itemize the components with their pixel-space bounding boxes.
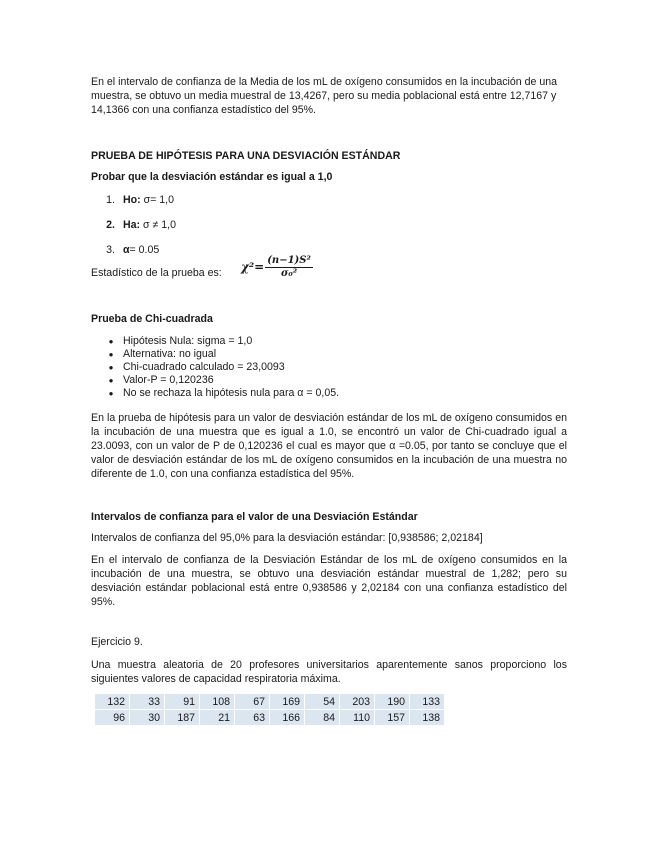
- list-item: ● Hipótesis Nula: sigma = 1,0: [108, 335, 253, 347]
- section-title-ci-sd: Intervalos de confianza para el valor de una Desviación Estándar: [91, 511, 418, 523]
- step-ha: 2. Ha: σ ≠ 1,0: [106, 219, 176, 231]
- table-row: [95, 694, 444, 709]
- table-cell: 67: [235, 694, 269, 709]
- table-cell: 187: [165, 710, 199, 725]
- list-item: ● Chi-cuadrado calculado = 23,0093: [108, 361, 285, 373]
- subheading-test: Probar que la desviación estándar es igual a 1,0: [91, 171, 333, 183]
- step-alpha: 3. α= 0.05: [106, 244, 160, 256]
- table-cell: 91: [165, 694, 199, 709]
- paragraph-chi-conclusion: En la prueba de hipótesis para un valor de desviación estándar de los mL de oxígeno consumidos en la incubación de una muestra que es igual a 1.0, se encontró un valor de Chi-cuadrado igual a 23.0093, con un valor de P de 0,120236 el cual es mayor que α =0.05, por tanto se concluye que el valor de desviación estándar de los mL de oxígeno consumidos en la incubación de una muestra no diferente de 1.0, con una confianza estadística del 95%.: [91, 412, 567, 480]
- table-cell: 110: [340, 710, 374, 725]
- table-cell: 132: [95, 694, 129, 709]
- step-ho: 1. Ho: σ= 1,0: [106, 194, 175, 206]
- table-cell: 157: [375, 710, 409, 725]
- chi-title: Prueba de Chi-cuadrada: [91, 313, 213, 325]
- paragraph-media-ci: En el intervalo de confianza de la Media de los mL de oxígeno consumidos en la incubación de una muestra, se obtuvo un media muestral de 13,4267, pero su media poblacional está entre 12,7167 y 14,1366 con una confianza estadístico del 95%.: [91, 76, 558, 116]
- paragraph-exercise: Una muestra aleatoria de 20 profesores universitarios aparentemente sanos proporciono los siguientes valores de capacidad respiratoria máxima.: [91, 659, 567, 685]
- list-item: ● Valor-P = 0,120236: [108, 374, 214, 386]
- paragraph-sd-ci: En el intervalo de confianza de la Desviación Estándar de los mL de oxígeno consumidos en la incubación de una muestra, se obtuvo una desviación estándar muestral de 1,282; pero su desviación estándar poblacional está entre 0,938586 y 2,02184 con una confianza estadístico del 95%.: [91, 554, 567, 608]
- table-cell: 133: [410, 694, 444, 709]
- ci-sd-line: Intervalos de confianza del 95,0% para la desviación estándar: [0,938586; 2,02184]: [91, 532, 483, 544]
- list-item: ● No se rechaza la hipótesis nula para α = 0,05.: [108, 387, 340, 399]
- table-cell: 33: [130, 694, 164, 709]
- chi-results-list: [91, 334, 491, 399]
- respiratory-capacity-table: [94, 693, 445, 726]
- exercise-label: Ejercicio 9.: [91, 636, 143, 648]
- statistic-label: Estadístico de la prueba es:: [91, 267, 222, 279]
- table-cell: 30: [130, 710, 164, 725]
- table-cell: 166: [270, 710, 304, 725]
- table-cell: 108: [200, 694, 234, 709]
- table-cell: 96: [95, 710, 129, 725]
- table-row: [95, 710, 444, 725]
- table-cell: 54: [305, 694, 339, 709]
- chi-square-formula: χ²= $\frac{\text{(n−1)S²}}{\text{σ₀²}}$: [241, 255, 311, 279]
- section-title-hypothesis: PRUEBA DE HIPÓTESIS PARA UNA DESVIACIÓN ESTÁNDAR: [91, 150, 401, 162]
- table-cell: 138: [410, 710, 444, 725]
- table-cell: 63: [235, 710, 269, 725]
- table-cell: 190: [375, 694, 409, 709]
- table-cell: 84: [305, 710, 339, 725]
- table-cell: 21: [200, 710, 234, 725]
- list-item: ● Alternativa: no igual: [108, 348, 217, 360]
- table-cell: 203: [340, 694, 374, 709]
- table-cell: 169: [270, 694, 304, 709]
